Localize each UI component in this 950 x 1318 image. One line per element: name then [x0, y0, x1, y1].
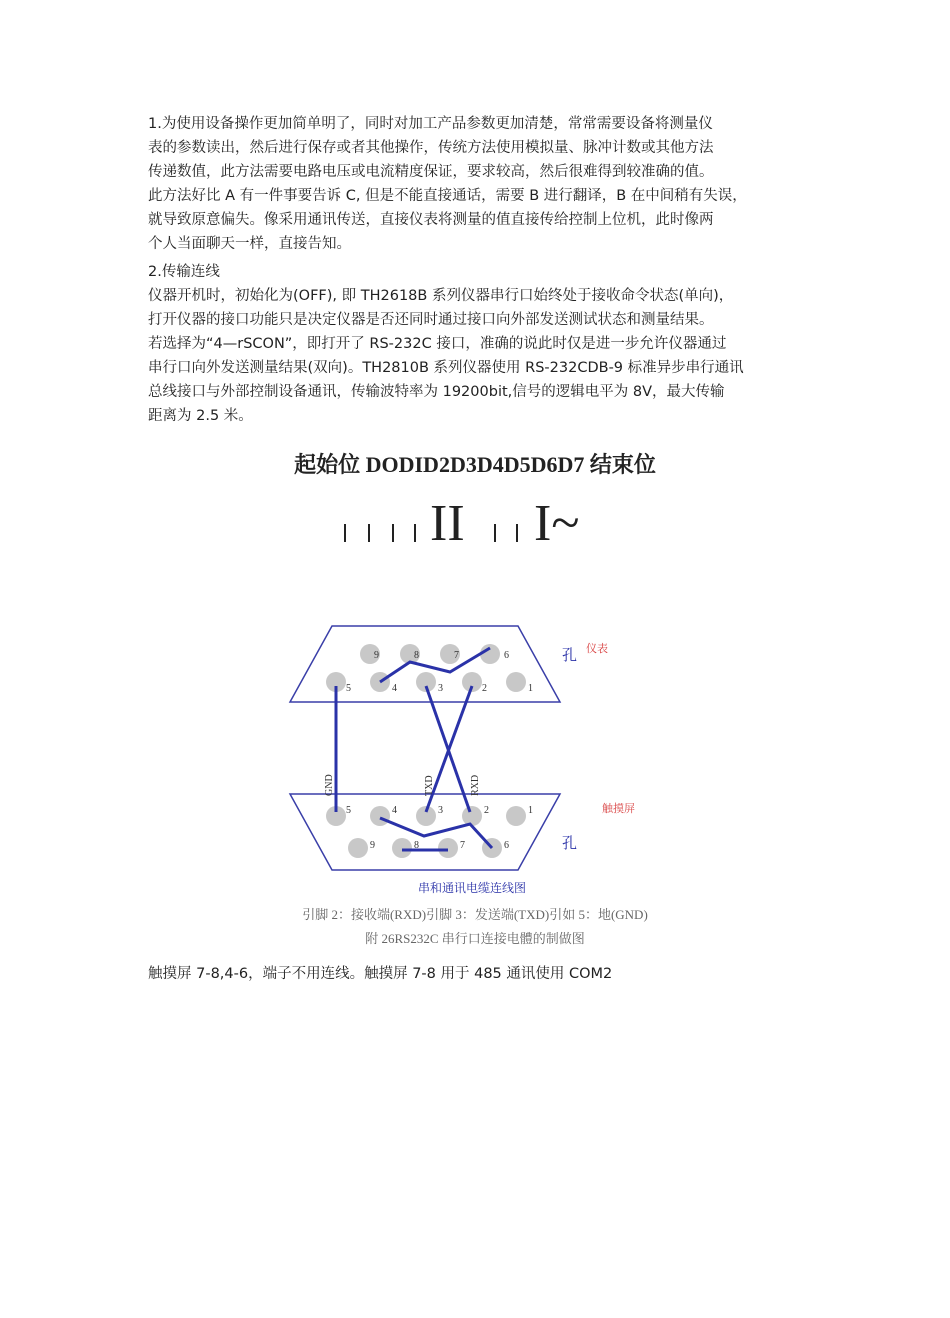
frame-bits-row	[340, 495, 640, 558]
bit-tick	[494, 524, 496, 542]
final-note: 触摸屏 7-8,4-6，端子不用连线。触摸屏 7-8 用于 485 通讯使用 COM2	[148, 966, 613, 982]
pin-number: 7	[460, 840, 465, 851]
top-device-label: 仪表	[586, 642, 608, 655]
bit-tick	[392, 524, 394, 542]
paragraph-2	[148, 284, 828, 428]
heading-text: 2.传输连线	[148, 264, 220, 280]
bit-glyphs-left: II	[430, 495, 465, 552]
text-line: 打开仪器的接口功能只是决定仪器是否还同时通过接口向外部发送测试状态和测量结果。	[148, 312, 714, 328]
text-line: 若选择为“4—rSCON”，即打开了 RS-232C 接口，准确的说此时仅是进一步允许仪器通过	[148, 336, 727, 352]
pin	[348, 838, 368, 858]
text-line: 就导致原意偏失。像采用通讯传送，直接仪表将测量的值直接传给控制上位机，此时像两	[148, 212, 714, 228]
bit-glyphs-right: I~	[534, 495, 580, 552]
pin-number: 6	[504, 650, 509, 661]
rs232-wiring-diagram	[280, 620, 680, 900]
figure-caption: 附 26RS232C 串行口连接电體的制做图	[365, 931, 585, 946]
gnd-label: GND	[324, 774, 335, 796]
pin	[462, 806, 482, 826]
text-line: 总线接口与外部控制设备通讯，传输波特率为 19200bit,信号的逻辑电平为 8V，最大传输	[148, 384, 725, 400]
pin	[480, 644, 500, 664]
pin	[506, 806, 526, 826]
pin-number: 1	[528, 805, 533, 816]
bit-tick	[368, 524, 370, 542]
pin-number: 8	[414, 650, 419, 661]
pin	[438, 838, 458, 858]
pin-number: 1	[528, 683, 533, 694]
pin-caption: 引脚 2：接收端(RXD)引脚 3：发送端(TXD)引如 5：地(GND)	[302, 907, 648, 922]
pin	[370, 806, 390, 826]
pin-number: 2	[482, 683, 487, 694]
bit-tick	[516, 524, 518, 542]
pin-number: 5	[346, 805, 351, 816]
text-line: 表的参数读出，然后进行保存或者其他操作，传统方法使用模拟量、脉冲计数或其他方法	[148, 140, 714, 156]
pin-number: 3	[438, 805, 443, 816]
pin-number: 2	[484, 805, 489, 816]
pin-number: 4	[392, 805, 397, 816]
pin	[392, 838, 412, 858]
pin-number: 6	[504, 840, 509, 851]
pin-number: 7	[454, 650, 459, 661]
bit-tick	[344, 524, 346, 542]
pin-number: 3	[438, 683, 443, 694]
bottom-connector-shell	[290, 794, 560, 870]
pin-number: 8	[414, 840, 419, 851]
pin	[506, 672, 526, 692]
bit-tick	[414, 524, 416, 542]
frame-format-title: 起始位 DODID2D3D4D5D6D7 结束位	[294, 452, 656, 477]
rxd-label: RXD	[470, 774, 481, 796]
text-line: 仪器开机时，初始化为(OFF), 即 TH2618B 系列仪器串行口始终处于接收命令状态(单向)，	[148, 288, 734, 304]
txd-label: TXD	[424, 775, 435, 796]
section-heading-2	[148, 260, 828, 284]
text-line: 传递数值，此方法需要电路电压或电流精度保证，要求较高，然后很难得到较准确的值。	[148, 164, 714, 180]
text-line: 此方法好比 A 有一件事要告诉 C, 但是不能直接通话，需要 B 进行翻译，B 在中间稍有失误，	[148, 188, 747, 204]
text-line: 个人当面聊天一样，直接告知。	[148, 236, 351, 252]
pin-number: 9	[370, 840, 375, 851]
bottom-hole-label: 孔	[562, 834, 578, 852]
bottom-device-label: 触摸屏	[602, 802, 635, 815]
diagram-title: 串和通讯电缆连线图	[418, 881, 527, 895]
paragraph-1	[148, 112, 828, 256]
text-line: 距离为 2.5 米。	[148, 408, 253, 424]
pin-number: 5	[346, 683, 351, 694]
text-line: 串行口向外发送测量结果(双向)。TH2810B 系列仪器使用 RS-232CDB-9 标准异步串行通讯	[148, 360, 744, 376]
top-hole-label: 孔	[562, 646, 578, 664]
text-line: 1.为使用设备操作更加简单明了，同时对加工产品参数更加清楚，常常需要设备将测量仪	[148, 116, 713, 132]
pin-number: 9	[374, 650, 379, 661]
pin-number: 4	[392, 683, 397, 694]
